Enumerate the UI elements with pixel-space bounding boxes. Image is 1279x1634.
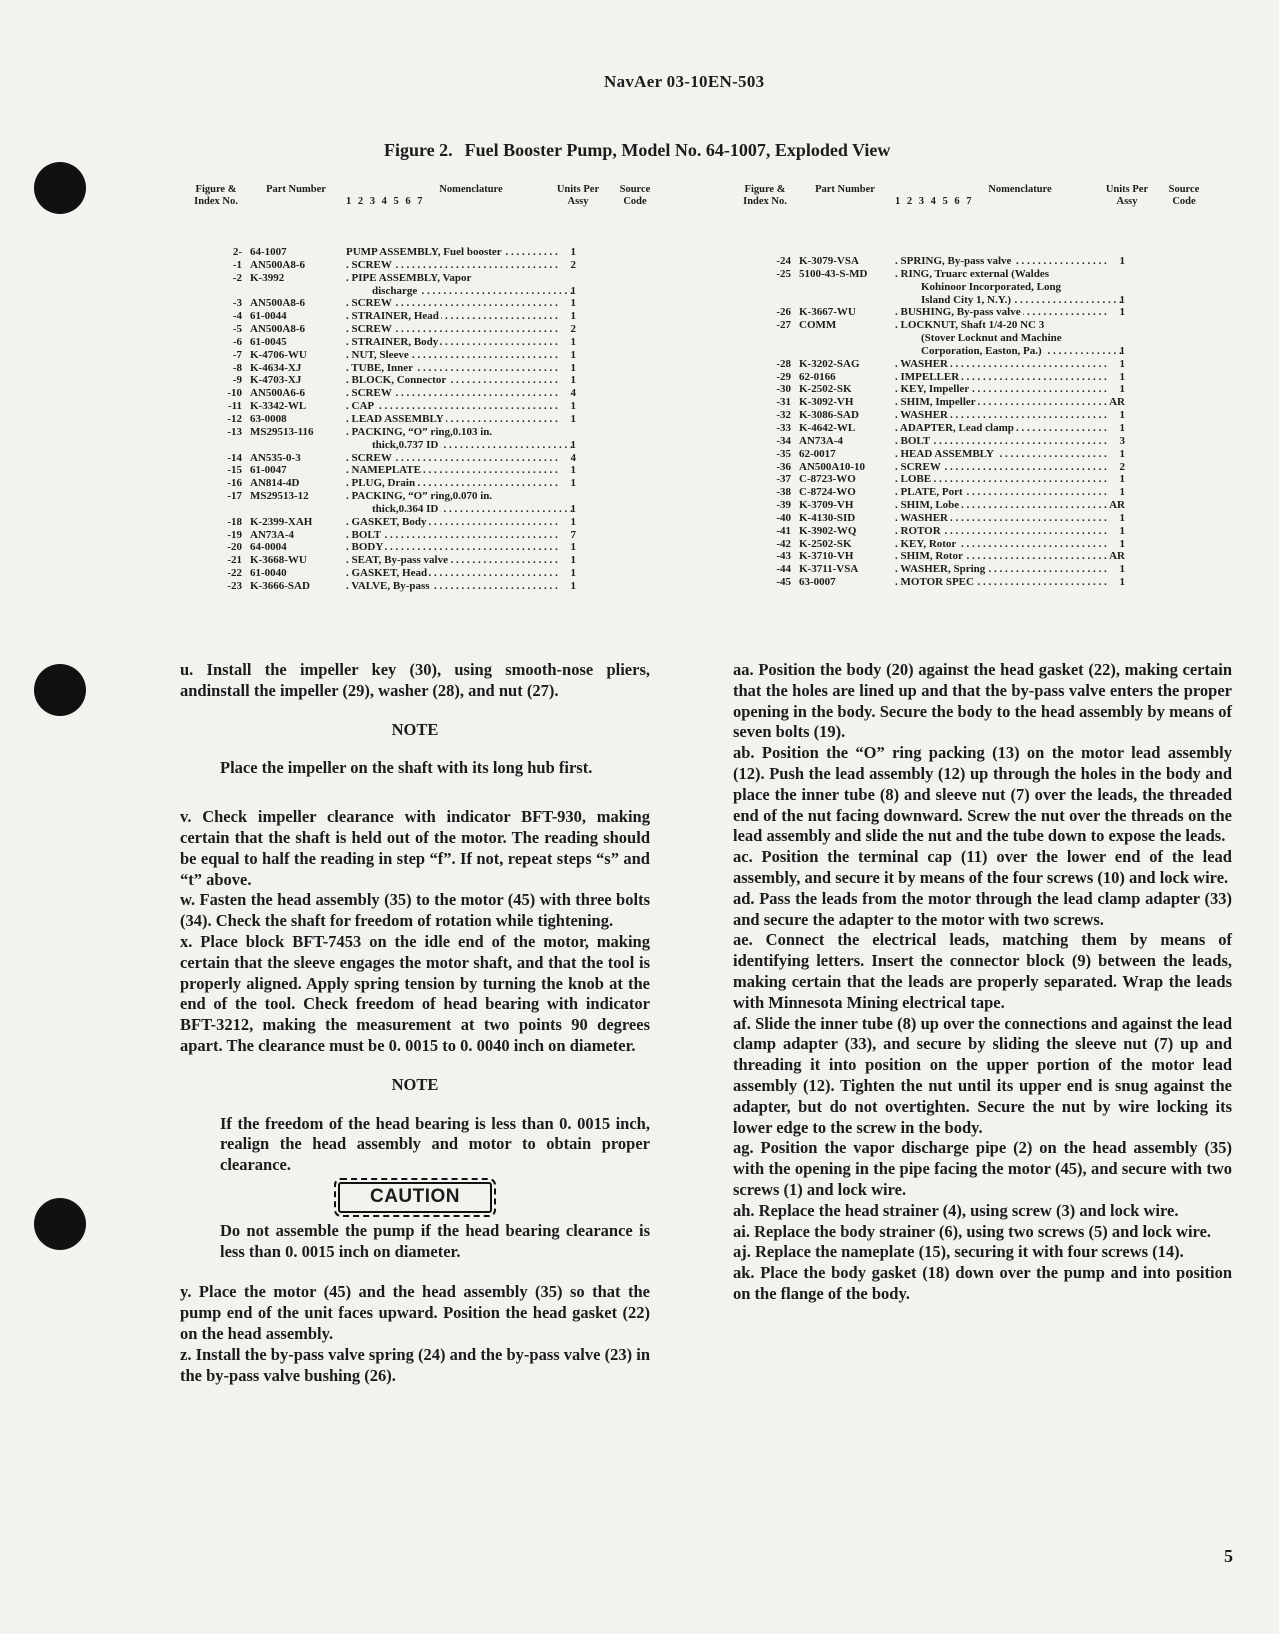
- index-cell: -15: [227, 464, 242, 477]
- part-number-cell: K-3666-SAD: [250, 579, 310, 592]
- col-source-header: Source Code: [619, 184, 651, 207]
- step-ag: ag. Position the vapor discharge pipe (2) on the head assembly (35) with the opening in the pipe facing the motor (45), and secure with two screws (1) and lock wire.: [733, 1138, 1232, 1199]
- nomenclature-cell: [895, 550, 1121, 563]
- col-index-header: Figure & Index No.: [194, 184, 238, 207]
- units-cell: 1: [570, 412, 576, 425]
- units-cell: AR: [1109, 550, 1125, 563]
- nomenclature-text: . NAMEPLATE: [346, 464, 421, 477]
- index-cell: -38: [776, 486, 791, 499]
- nomenclature-text: . PACKING, “O” ring,0.070 in.: [346, 490, 493, 503]
- nomenclature-text: . SHIM, Impeller: [895, 396, 976, 409]
- nomenclature-text: . PLUG, Drain: [346, 477, 416, 490]
- index-cell: -19: [227, 528, 242, 541]
- nomenclature-cell: [895, 512, 1121, 525]
- index-cell: -45: [776, 576, 791, 589]
- nomenclature-text: . VALVE, By-pass: [346, 579, 430, 592]
- nomenclature-text: . PLATE, Port: [895, 486, 963, 499]
- units-cell: 1: [1119, 447, 1125, 460]
- units-cell: 1: [1119, 383, 1125, 396]
- nomenclature-cell: [921, 345, 1121, 358]
- units-cell: 1: [570, 348, 576, 361]
- nomenclature-text: . TUBE, Inner: [346, 361, 414, 374]
- part-number-cell: C-8723-WO: [799, 473, 856, 486]
- part-number-cell: C-8724-WO: [799, 486, 856, 499]
- units-cell: 4: [570, 451, 576, 464]
- units-cell: 4: [570, 387, 576, 400]
- nomenclature-text: . GASKET, Head: [346, 567, 428, 580]
- units-cell: AR: [1109, 499, 1125, 512]
- part-number-cell: K-3079-VSA: [799, 255, 859, 267]
- nomenclature-cell: [895, 473, 1121, 486]
- nomenclature-text: . KEY, Rotor: [895, 537, 957, 550]
- index-cell: -32: [776, 409, 791, 422]
- part-number-cell: K-3086-SAD: [799, 409, 859, 422]
- nomenclature-cell: [346, 490, 572, 503]
- part-number-cell: K-3667-WU: [799, 306, 856, 319]
- part-number-cell: COMM: [799, 319, 837, 332]
- nomenclature-cell: [346, 246, 572, 259]
- units-cell: 1: [1119, 537, 1125, 550]
- units-cell: 1: [570, 297, 576, 310]
- index-cell: -25: [776, 267, 791, 280]
- nomenclature-cell: [346, 374, 572, 387]
- nomenclature-text: . SCREW: [895, 460, 941, 473]
- nomenclature-text: . WASHER: [895, 409, 948, 422]
- step-z: z. Install the by-pass valve spring (24) and the by-pass valve (23) in the by-pass valve bushing (26).: [180, 1344, 650, 1385]
- figure-caption: Fuel Booster Pump, Model No. 64-1007, Exploded View: [464, 140, 891, 160]
- index-cell: -21: [227, 554, 242, 567]
- index-cell: -28: [776, 357, 791, 370]
- nomenclature-text: Kohinoor Incorporated, Long: [921, 280, 1062, 293]
- index-cell: -3: [232, 297, 242, 310]
- part-number-cell: 61-0045: [250, 335, 287, 348]
- nomenclature-cell: [346, 297, 572, 310]
- index-cell: -8: [232, 361, 242, 374]
- part-number-cell: K-3711-VSA: [799, 563, 859, 576]
- index-cell: -36: [776, 460, 791, 473]
- part-number-cell: K-3992: [250, 271, 285, 284]
- step-ae: ae. Connect the electrical leads, matching them by means of identifying letters. Insert the connector block (9) between the leads, making certain that the leads are properly separated. Wrap the leads with Minnesota Mining electrical tape.: [733, 930, 1232, 1012]
- nomenclature-cell: [895, 499, 1121, 512]
- part-number-cell: K-3710-VH: [799, 550, 854, 563]
- nomenclature-text: . LEAD ASSEMBLY: [346, 412, 444, 425]
- nomenclature-text: . LOBE: [895, 473, 932, 486]
- nomenclature-text: . STRAINER, Body: [346, 335, 439, 348]
- units-cell: 7: [570, 528, 576, 541]
- nomenclature-cell: [895, 576, 1121, 589]
- nomenclature-text: . HEAD ASSEMBLY: [895, 447, 994, 460]
- binder-hole-bottom: [34, 1198, 86, 1250]
- index-cell: -33: [776, 421, 791, 434]
- units-cell: 1: [570, 438, 576, 451]
- nomenclature-cell: [372, 503, 572, 516]
- col-part-header: Part Number: [266, 184, 326, 195]
- part-number-cell: K-3342-WL: [250, 400, 307, 413]
- index-cell: -16: [227, 477, 242, 490]
- col-nomenclature-header: Nomenclature 1 2 3 4 5 6 7: [346, 184, 503, 207]
- index-cell: -17: [227, 490, 242, 503]
- nomenclature-cell: [346, 541, 572, 554]
- step-y: y. Place the motor (45) and the head assembly (35) so that the pump end of the unit faces upward. Position the head gasket (22) on the head assembly.: [180, 1282, 650, 1343]
- nomenclature-cell: [895, 306, 1121, 319]
- part-number-cell: 62-0166: [799, 370, 836, 383]
- step-aa: aa. Position the body (20) against the head gasket (22), making certain that the holes are lined up and that the by-pass valve enters the proper opening in the body. Secure the body to the head assembly by means of seven bolts (19).: [733, 660, 1232, 742]
- nomenclature-text: thick,0.737 ID: [372, 438, 439, 451]
- nomenclature-text: . PIPE ASSEMBLY, Vapor: [346, 271, 472, 284]
- col-index-header: Figure & Index No.: [743, 184, 787, 207]
- nomenclature-text: . IMPELLER: [895, 370, 960, 383]
- nomenclature-text: . SCREW: [346, 323, 392, 336]
- nomenclature-cell: [346, 529, 572, 542]
- part-number-cell: K-2502-SK: [799, 383, 852, 396]
- nomenclature-cell: [895, 358, 1121, 371]
- nomenclature-text: . SPRING, By-pass valve: [895, 255, 1012, 267]
- index-cell: -40: [776, 511, 791, 524]
- index-cell: -10: [227, 387, 242, 400]
- part-number-cell: K-4634-XJ: [250, 361, 302, 374]
- part-number-cell: K-4703-XJ: [250, 374, 302, 387]
- nomenclature-text: . BOLT: [346, 528, 382, 541]
- index-cell: -42: [776, 537, 791, 550]
- col-part-header: Part Number: [815, 184, 875, 195]
- nomenclature-text: . BOLT: [895, 434, 931, 447]
- index-cell: -11: [227, 400, 242, 413]
- nomenclature-text: (Stover Locknut and Machine: [921, 332, 1062, 345]
- nomenclature-text: . SCREW: [346, 451, 392, 464]
- index-cell: -22: [227, 567, 242, 580]
- nomenclature-cell: [895, 422, 1121, 435]
- nomenclature-cell: [346, 272, 572, 285]
- nomenclature-cell: [895, 409, 1121, 422]
- index-cell: -9: [232, 374, 242, 387]
- index-cell: -24: [776, 255, 791, 267]
- index-cell: -41: [776, 524, 791, 537]
- nomenclature-text: . STRAINER, Head: [346, 310, 439, 323]
- nomenclature-text: . BLOCK, Connector: [346, 374, 447, 387]
- nomenclature-cell: [895, 461, 1121, 474]
- caution-label: CAUTION: [338, 1182, 492, 1213]
- step-x: x. Place block BFT-7453 on the idle end of the motor, making certain that the sleeve engages the motor shaft, and that the tool is properly aligned. Apply spring tension by turning the knob at the end of the tool. Check freedom of head bearing with indicator BFT-3212, making the measurement at two points 90 degrees apart. The clearance must be 0. 0015 to 0. 0040 inch on diameter.: [180, 931, 650, 1055]
- nomenclature-cell: [372, 439, 572, 452]
- nomenclature-text: discharge: [372, 284, 418, 297]
- step-ac: ac. Position the terminal cap (11) over the lower end of the lead assembly, and secure it by means of the four screws (10) and lock wire.: [733, 847, 1232, 887]
- nomenclature-text: . SCREW: [346, 297, 392, 310]
- part-number-cell: AN500A8-6: [250, 323, 305, 336]
- index-cell: -5: [232, 323, 242, 336]
- nomenclature-text: . PACKING, “O” ring,0.103 in.: [346, 425, 493, 438]
- index-cell: -7: [232, 348, 242, 361]
- units-cell: 1: [570, 554, 576, 567]
- nomenclature-cell: [895, 383, 1121, 396]
- step-ak: ak. Place the body gasket (18) down over the pump and into position on the flange of the body.: [733, 1263, 1232, 1303]
- units-cell: 1: [1119, 563, 1125, 576]
- nomenclature-cell: [346, 464, 572, 477]
- nomenclature-cell: [346, 477, 572, 490]
- units-cell: 1: [1119, 576, 1125, 589]
- binder-hole-middle: [34, 664, 86, 716]
- units-cell: 1: [1119, 473, 1125, 486]
- nomenclature-cell: [346, 336, 572, 349]
- nomenclature-cell: [895, 538, 1121, 551]
- units-cell: 1: [1119, 370, 1125, 383]
- part-number-cell: AN500A10-10: [799, 460, 865, 473]
- part-number-cell: 61-0047: [250, 464, 287, 477]
- figure-title: [384, 140, 902, 161]
- nomenclature-text: . SCREW: [346, 258, 392, 271]
- part-number-cell: 63-0008: [250, 412, 287, 425]
- nomenclature-text: thick,0.364 ID: [372, 502, 439, 515]
- nomenclature-cell: [346, 452, 572, 465]
- part-number-cell: 5100-43-S-MD: [799, 267, 868, 280]
- index-cell: -6: [232, 335, 242, 348]
- note-text: If the freedom of the head bearing is less than 0. 0015 inch, realign the head assembly and motor to obtain proper clearance.: [220, 1113, 650, 1175]
- index-cell: -31: [776, 396, 791, 409]
- part-number-cell: 64-1007: [250, 246, 287, 258]
- nomenclature-text: . SHIM, Rotor: [895, 550, 963, 563]
- units-cell: 1: [1119, 421, 1125, 434]
- nomenclature-text: . ADAPTER, Lead clamp: [895, 421, 1014, 434]
- nomenclature-text: . ROTOR: [895, 524, 941, 537]
- nomenclature-text: . LOCKNUT, Shaft 1/4-20 NC 3: [895, 319, 1045, 332]
- nomenclature-cell: [346, 413, 572, 426]
- instructions-right-column: [733, 660, 1232, 1305]
- nomenclature-cell: [895, 268, 1121, 281]
- part-number-cell: K-3902-WQ: [799, 524, 857, 537]
- index-cell: -13: [227, 425, 242, 438]
- nomenclature-cell: [372, 285, 572, 298]
- index-cell: -4: [232, 310, 242, 323]
- step-ab: ab. Position the “O” ring packing (13) on the motor lead assembly (12). Push the lead assembly (12) up through the holes in the body and place the inner tube (8) and sleeve nut (7) over the leads, the threaded end of the nut facing downward. Screw the nut over the threads on the lead assembly and slide the nut and the tube down to expose the leads.: [733, 743, 1232, 846]
- nomenclature-cell: [346, 349, 572, 362]
- part-number-cell: AN814-4D: [250, 477, 300, 490]
- step-ai: ai. Replace the body strainer (6), using two screws (5) and lock wire.: [733, 1221, 1212, 1241]
- units-cell: 1: [570, 567, 576, 580]
- units-cell: 1: [1119, 486, 1125, 499]
- index-cell: -30: [776, 383, 791, 396]
- nomenclature-text: Corporation, Easton, Pa.): [921, 344, 1042, 357]
- nomenclature-cell: [895, 486, 1121, 499]
- instructions-left-column: [180, 660, 650, 1386]
- nomenclature-cell: [346, 516, 572, 529]
- nomenclature-cell: [895, 319, 1121, 332]
- index-cell: -35: [776, 447, 791, 460]
- units-cell: 3: [1119, 434, 1125, 447]
- units-cell: 2: [570, 258, 576, 271]
- units-cell: 1: [570, 502, 576, 515]
- index-cell: -18: [227, 515, 242, 528]
- index-cell: -27: [776, 319, 791, 332]
- index-cell: -12: [227, 412, 242, 425]
- units-cell: 1: [570, 361, 576, 374]
- nomenclature-text: . WASHER: [895, 511, 948, 524]
- part-number-cell: K-2502-SK: [799, 537, 852, 550]
- part-number-cell: 61-0044: [250, 310, 287, 323]
- part-number-cell: K-3709-VH: [799, 499, 854, 512]
- step-u: u. Install the impeller key (30), using smooth-nose pliers, andinstall the impeller (29), washer (28), and nut (27).: [180, 660, 650, 700]
- nomenclature-cell: [346, 400, 572, 413]
- units-cell: 1: [1119, 293, 1125, 306]
- note-heading: NOTE: [391, 1074, 439, 1094]
- nomenclature-text: . GASKET, Body: [346, 515, 427, 528]
- units-cell: 1: [570, 579, 576, 592]
- part-number-cell: K-4130-SID: [799, 511, 856, 524]
- document-header: NavAer 03-10EN-503: [604, 72, 765, 91]
- binder-hole-top: [34, 162, 86, 214]
- part-number-cell: 61-0040: [250, 567, 287, 580]
- units-cell: 1: [570, 477, 576, 490]
- nomenclature-text: . SCREW: [346, 387, 392, 400]
- index-cell: -23: [227, 579, 242, 592]
- nomenclature-cell: [895, 396, 1121, 409]
- part-number-cell: K-3092-VH: [799, 396, 854, 409]
- nomenclature-cell: [346, 259, 572, 272]
- part-number-cell: K-4642-WL: [799, 421, 856, 434]
- step-af: af. Slide the inner tube (8) up over the connections and against the lead clamp adapter (33), and secure by sliding the sleeve nut (7) up and threading it into position on the upper portion of the motor lead assembly (12). Tighten the nut until its upper end is snug against the adapter, but do not overtighten. Secure the nut by wire locking its lower edge to the screw in the body.: [733, 1013, 1232, 1137]
- note-text: Place the impeller on the shaft with its long hub first.: [220, 758, 593, 778]
- index-cell: 2-: [232, 246, 242, 258]
- units-cell: 1: [570, 400, 576, 413]
- index-cell: -34: [776, 434, 791, 447]
- nomenclature-cell: [346, 323, 572, 336]
- units-cell: 1: [570, 374, 576, 387]
- part-number-cell: 63-0007: [799, 576, 836, 589]
- part-number-cell: MS29513-116: [250, 425, 314, 438]
- part-number-cell: AN500A8-6: [250, 297, 305, 310]
- part-number-cell: 62-0017: [799, 447, 836, 460]
- step-ad: ad. Pass the leads from the motor through the lead clamp adapter (33) and secure the adapter to the motor with two screws.: [733, 888, 1232, 929]
- col-units-header: Units Per Assy: [556, 184, 600, 207]
- units-cell: 1: [1119, 511, 1125, 524]
- nomenclature-cell: [895, 255, 1121, 268]
- index-cell: -39: [776, 499, 791, 512]
- step-ah: ah. Replace the head strainer (4), using screw (3) and lock wire.: [733, 1200, 1179, 1220]
- nomenclature-text: . RING, Truarc external (Waldes: [895, 267, 1049, 280]
- step-aj: aj. Replace the nameplate (15), securing it with four screws (14).: [733, 1242, 1184, 1262]
- units-cell: 2: [570, 323, 576, 336]
- nomenclature-cell: [921, 332, 1121, 345]
- part-number-cell: AN535-0-3: [250, 451, 301, 464]
- units-cell: 1: [570, 310, 576, 323]
- page-number: 5: [1224, 1546, 1233, 1566]
- part-number-cell: K-2399-XAH: [250, 515, 313, 528]
- index-cell: -1: [232, 258, 242, 271]
- nomenclature-text: . BUSHING, By-pass valve: [895, 306, 1021, 319]
- col-source-header: Source Code: [1168, 184, 1200, 207]
- part-number-cell: AN500A6-6: [250, 387, 305, 400]
- col-nomenclature-header: Nomenclature 1 2 3 4 5 6 7: [895, 184, 1052, 207]
- part-number-cell: AN73A-4: [250, 528, 294, 541]
- units-cell: 2: [1119, 460, 1125, 473]
- nomenclature-cell: [346, 580, 572, 593]
- units-cell: 1: [1119, 344, 1125, 357]
- part-number-cell: AN73A-4: [799, 434, 843, 447]
- index-cell: -20: [227, 541, 242, 554]
- part-number-cell: K-4706-WU: [250, 348, 307, 361]
- nomenclature-text: . SEAT, By-pass valve: [346, 554, 448, 567]
- nomenclature-cell: [346, 310, 572, 323]
- nomenclature-text: . KEY, Impeller: [895, 383, 970, 396]
- nomenclature-cell: [346, 362, 572, 375]
- note-heading: NOTE: [391, 719, 439, 739]
- nomenclature-text: . WASHER: [895, 357, 948, 370]
- units-cell: 1: [1119, 409, 1125, 422]
- units-cell: 1: [570, 515, 576, 528]
- nomenclature-text: . SHIM, Lobe: [895, 499, 960, 512]
- part-number-cell: 64-0004: [250, 541, 287, 554]
- nomenclature-text: . CAP: [346, 400, 375, 413]
- units-cell: AR: [1109, 396, 1125, 409]
- step-w: w. Fasten the head assembly (35) to the motor (45) with three bolts (34). Check the shaft for freedom of rotation while tightening.: [180, 890, 650, 931]
- figure-number: Figure 2.: [384, 140, 453, 160]
- nomenclature-cell: [895, 563, 1121, 576]
- nomenclature-cell: [895, 435, 1121, 448]
- units-cell: 1: [1119, 357, 1125, 370]
- nomenclature-cell: [346, 426, 572, 439]
- units-cell: 1: [570, 541, 576, 554]
- index-cell: -2: [232, 271, 242, 284]
- index-cell: -29: [776, 370, 791, 383]
- col-units-header: Units Per Assy: [1105, 184, 1149, 207]
- index-cell: -26: [776, 306, 791, 319]
- part-number-cell: K-3668-WU: [250, 554, 307, 567]
- units-cell: 1: [1119, 255, 1125, 267]
- units-cell: 1: [570, 335, 576, 348]
- part-number-cell: MS29513-12: [250, 490, 309, 503]
- nomenclature-cell: [895, 448, 1121, 461]
- units-cell: 1: [570, 284, 576, 297]
- index-cell: -43: [776, 550, 791, 563]
- units-cell: 1: [1119, 306, 1125, 319]
- units-cell: 1: [570, 464, 576, 477]
- nomenclature-cell: [895, 525, 1121, 538]
- nomenclature-cell: [346, 554, 572, 567]
- nomenclature-cell: [921, 294, 1121, 307]
- step-v: v. Check impeller clearance with indicator BFT-930, making certain that the shaft is held out of the motor. The reading should be equal to half the reading in step “f”. If not, repeat steps “s” and “t” above.: [180, 807, 650, 889]
- nomenclature-text: . BODY: [346, 541, 384, 554]
- nomenclature-text: . NUT, Sleeve: [346, 348, 409, 361]
- nomenclature-cell: [895, 371, 1121, 384]
- part-number-cell: K-3202-SAG: [799, 357, 860, 370]
- nomenclature-cell: [346, 387, 572, 400]
- part-number-cell: AN500A8-6: [250, 258, 305, 271]
- nomenclature-text: Island City 1, N.Y.): [921, 293, 1012, 306]
- units-cell: 1: [570, 246, 576, 258]
- index-cell: -44: [776, 563, 791, 576]
- nomenclature-cell: [921, 281, 1121, 294]
- index-cell: -14: [227, 451, 242, 464]
- caution-text: Do not assemble the pump if the head bearing clearance is less than 0. 0015 inch on diameter.: [220, 1220, 650, 1261]
- units-cell: 1: [1119, 524, 1125, 537]
- index-cell: -37: [776, 473, 791, 486]
- nomenclature-text: PUMP ASSEMBLY, Fuel booster: [346, 246, 502, 258]
- nomenclature-cell: [346, 567, 572, 580]
- nomenclature-text: . WASHER, Spring: [895, 563, 986, 576]
- nomenclature-text: . MOTOR SPEC: [895, 576, 974, 589]
